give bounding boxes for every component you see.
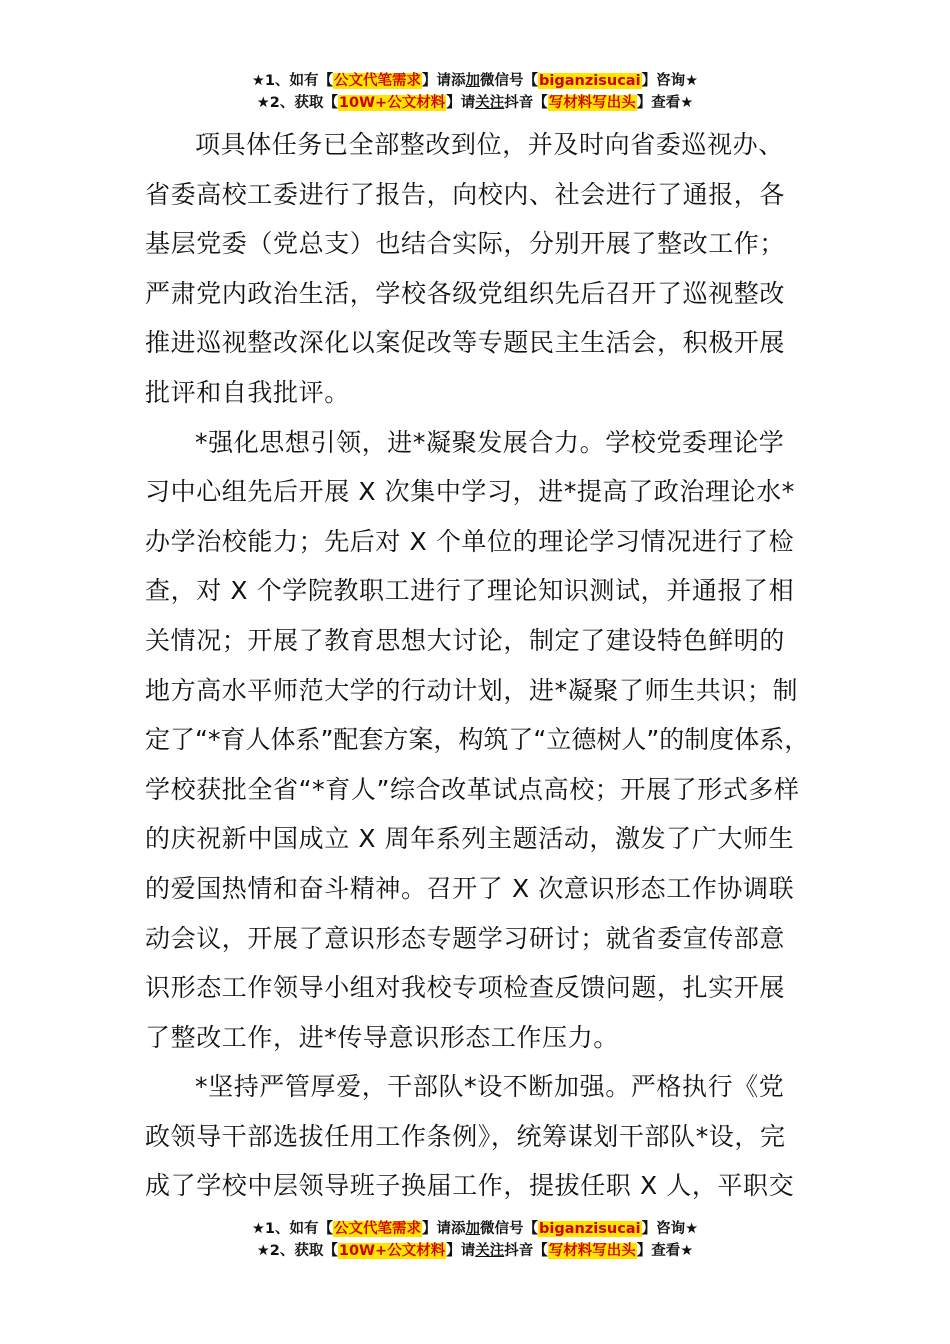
document-body	[145, 120, 815, 1211]
text-line: 学校获批全省“*育人”综合改革试点高校；开展了形式多样	[145, 774, 800, 804]
footer-line-1: ★1、如有【公文代笔需求】请添加微信号【biganzisucai】咨询★	[251, 1221, 699, 1237]
highlight-douyin: 写材料写出头	[548, 95, 636, 111]
footer-line-2: ★2、获取【10W+公文材料】请关注抖音【写材料写出头】查看★	[256, 1243, 694, 1259]
text-line: 项具体任务已全部整改到位，并及时向省委巡视办、	[195, 130, 784, 159]
text-line: 严肃党内政治生活，学校各级党组织先后召开了巡视整改	[145, 278, 786, 308]
text-line: 的爱国热情和奋斗精神。召开了 X 次意识形态工作协调联	[145, 873, 795, 903]
header-line-2: ★2、获取【10W+公文材料】请关注抖音【写材料写出头】查看★	[256, 95, 694, 111]
highlight-materials: 10W+公文材料	[338, 95, 446, 111]
text-line: 识形态工作领导小组对我校专项检查反馈问题，扎实开展	[145, 973, 786, 1003]
highlight-wechat-id: biganzisucai	[539, 73, 641, 89]
text-line: 习中心组先后开展 X 次集中学习，进*提高了政治理论水*	[145, 477, 795, 507]
text-line: 的庆祝新中国成立 X 周年系列主题活动，激发了广大师生	[145, 824, 795, 854]
paragraph-start-line: *强化思想引领，进*凝聚发展合力。学校党委理论学	[195, 427, 785, 457]
text-line: 基层党委（党总支）也结合实际，分别开展了整改工作；	[145, 229, 786, 259]
text-line: 批评和自我批评。	[145, 377, 350, 407]
highlight-douyin: 写材料写出头	[548, 1243, 636, 1259]
text-line: 了整改工作，进*传导意识形态工作压力。	[145, 1022, 619, 1052]
text-line: 地方高水平师范大学的行动计划，进*凝聚了师生共识；制	[145, 675, 799, 705]
text-line: 动会议，开展了意识形态专题学习研讨；就省委宣传部意	[145, 923, 786, 953]
paragraph-start-line: *坚持严管厚爱，干部队*设不断加强。严格执行《党	[195, 1072, 785, 1102]
highlight-wechat-id: biganzisucai	[539, 1221, 641, 1237]
highlight-ghostwriting: 公文代笔需求	[334, 73, 422, 89]
text-line: 省委高校工委进行了报告，向校内、社会进行了通报，各	[145, 179, 786, 209]
highlight-materials: 10W+公文材料	[338, 1243, 446, 1259]
header-line-1: ★1、如有【公文代笔需求】请添加微信号【biganzisucai】咨询★	[251, 73, 699, 89]
text-line: 推进巡视整改深化以案促改等专题民主生活会，积极开展	[145, 328, 786, 358]
text-line: 政领导干部选拔任用工作条例》，统筹谋划干部队*设，完	[145, 1121, 786, 1151]
text-line: 关情况；开展了教育思想大讨论，制定了建设特色鲜明的	[145, 625, 786, 655]
text-line: 成了学校中层领导班子换届工作，提拔任职 X 人，平职交	[145, 1171, 795, 1201]
text-line: 办学治校能力；先后对 X 个单位的理论学习情况进行了检	[145, 526, 795, 556]
text-line: 查，对 X 个学院教职工进行了理论知识测试，并通报了相	[145, 576, 795, 606]
header-banner	[0, 70, 950, 114]
text-line: 定了“*育人体系”配套方案，构筑了“立德树人”的制度体系，	[145, 725, 810, 755]
footer-banner	[0, 1218, 950, 1262]
highlight-ghostwriting: 公文代笔需求	[334, 1221, 422, 1237]
